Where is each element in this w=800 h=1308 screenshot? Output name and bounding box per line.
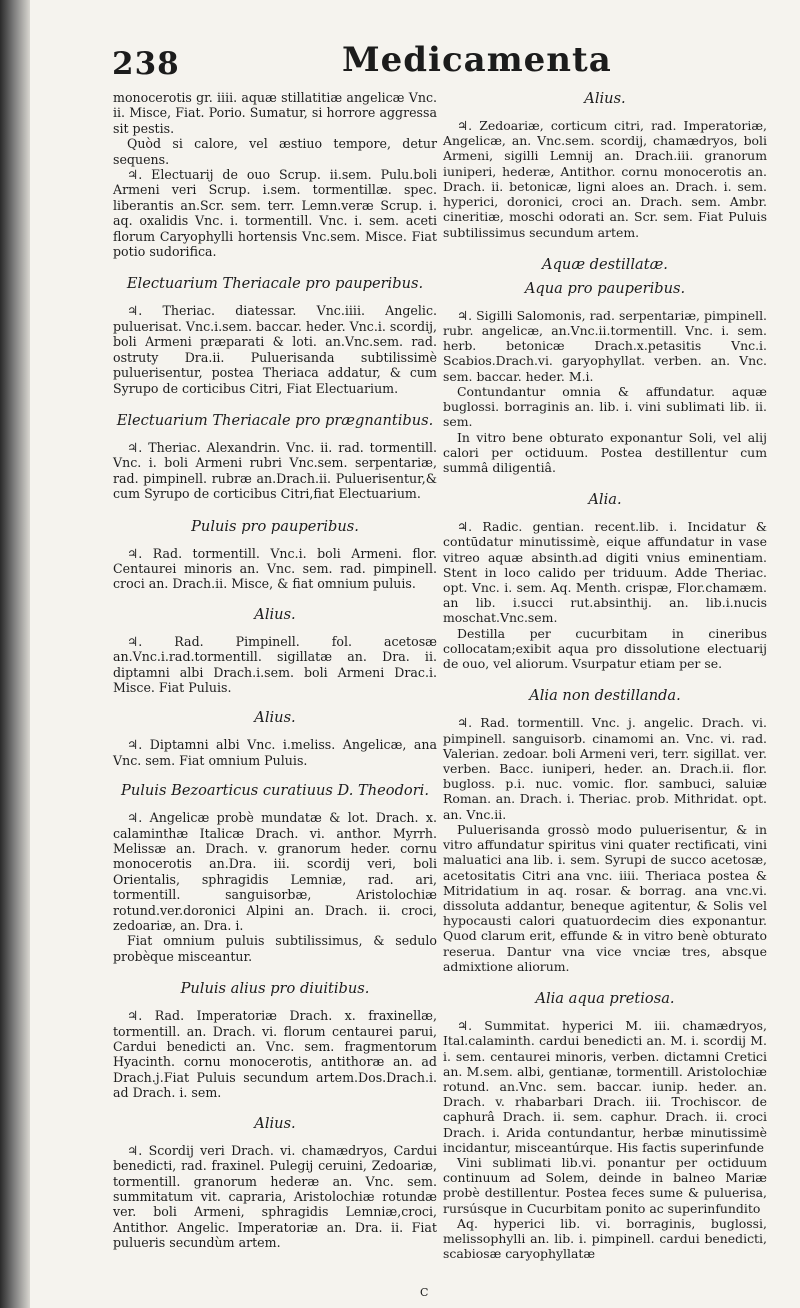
section-heading: Alius.: [584, 90, 626, 107]
recipe-paragraph: ♃. Rad. Imperatoriæ Drach. x. fraxinellæ, tormentill. an. Drach. vi. florum centaurei parui, Cardui benedicti an. Vnc. sem. fragmentorum Hyacinth. cornu monocerotis, antithoræ an. ad Drach.j.Fiat Puluis secundum artem.Dos.Drach.i. ad Drach. i. sem.: [113, 1008, 437, 1101]
recipe-paragraph: ♃. Diptamni albi Vnc. i.meliss. Angelicæ, ana Vnc. sem. Fiat omnium Puluis.: [113, 737, 437, 768]
recipe-paragraph: Fiat omnium puluis subtilissimus, & sedulo probèque misceantur.: [113, 933, 437, 964]
recipe-paragraph: ♃. Sigilli Salomonis, rad. serpentariæ, pimpinell. rubr. angelicæ, an.Vnc.ii.tormentill. Vnc. i. sem. herb. betonicæ Drach.x.petasitis Vnc.i. Scabios.Drach.vi. garyophyllat. verben. an. Vnc. sem. baccar. heder. M.i.: [443, 307, 767, 384]
section-heading: Aqua pro pauperibus.: [524, 279, 686, 297]
recipe-paragraph: ♃. Rad. tormentill. Vnc.i. boli Armeni. flor. Centaurei minoris an. Vnc. sem. rad. pimpinell. croci an. Drach.ii. Misce, & fiat omnium puluis.: [113, 545, 437, 592]
recipe-paragraph: Puluerisanda grossò modo puluerisentur, & in vitro affundatur spiritus vini quater rectificati, vini maluatici ana lib. i. sem. Syrupi de succo acetosæ, acetositatis Citri ana vnc. iiii. Theriaca postea & Mitridatium in aq. rosar. & borrag. ana vnc.vi. dissoluta addantur, beneque agitentur, & Solis vel hypocausti calori quatuordecim dies exponantur. Quod clarum erit, effunde & in vitro benè obturato reserua. Dantur vna vice vnciæ tres, absque admixtione aliorum.: [443, 821, 767, 974]
recipe-paragraph: Quòd si calore, vel æstiuo tempore, detur sequens.: [113, 136, 437, 167]
section-heading: Alius.: [254, 605, 296, 623]
page-gutter-shadow: [0, 0, 30, 1308]
section-heading: Puluis Bezoarticus curatiuus D. Theodori.: [121, 782, 429, 800]
recipe-paragraph: ♃. Theriac. diatessar. Vnc.iiii. Angelic. puluerisat. Vnc.i.sem. baccar. heder. Vnc.i. scordij, boli Armeni præparati & loti. an.Vnc.sem. rad. ostruty Dra.ii. Puluerisanda subtilissimè puluerisentur, postea Theriaca addatur, & cum Syrupo de corticibus Citri, Fiat Electuarium.: [113, 303, 437, 396]
page-number: 238: [112, 46, 180, 82]
recipe-paragraph: ♃. Summitat. hyperici M. iii. chamædryos, Ital.calaminth. cardui benedicti an. M. i. scordij M. i. sem. centaurei minoris, verben. dictamni Cretici an. M.sem. albi, gentianæ, tormentill. Aristolochiæ rotund. an.Vnc. sem. baccar. iunip. heder. an. Drach. v. rhabarbari Drach. iii. Trochiscor. de caphurâ Drach. ii. sem. caphur. Drach. ii. croci Drach. i. Arida contundantur, herbæ minutissimè incidantur, misceantúrque. His factis superinfunde: [443, 1018, 767, 1155]
section-heading: Aquæ destillatæ.: [542, 255, 668, 273]
recipe-paragraph: Vini sublimati lib.vi. ponantur per octiduum continuum ad Solem, deinde in balneo Mariæ probè destillentur. Postea feces sume & puluerisa, rursúsque in Cucurbitam ponito ac superinfundito: [443, 1155, 767, 1216]
recipe-paragraph: ♃. Electuarij de ouo Scrup. ii.sem. Pulu.boli Armeni veri Scrup. i.sem. tormentillæ. spec. liberantis an.Scr. sem. terr. Lemn.veræ Scrup. i. aq. oxalidis Vnc. i. tormentill. Vnc. i. sem. aceti florum Caryophylli hortensis Vnc.sem. Misce. Fiat potio sudorifica.: [113, 167, 437, 260]
recipe-paragraph: In vitro bene obturato exponantur Soli, vel alij calori per octiduum. Postea destillentur cum summâ diligentiâ.: [443, 429, 767, 475]
right-column: [443, 90, 767, 1262]
recipe-paragraph: ♃. Zedoariæ, corticum citri, rad. Imperatoriæ, Angelicæ, an. Vnc.sem. scordij, chamædryos, boli Armeni, sigilli Lemnij an. Drach.iii. granorum iuniperi, hederæ, Antithor. cornu monocerotis an. Drach. ii. betonicæ, ligni aloes an. Drach. i. sem. hyperici, doronici, croci an. Drach. sem. Ambr. cineritiæ, moschi odorati an. Scr. sem. Fiat Puluis subtilissimus secundum artem.: [443, 118, 767, 240]
section-heading: Puluis alius pro diuitibus.: [180, 980, 370, 998]
section-heading: Electuarium Theriacale pro prægnantibus.: [116, 411, 434, 429]
recipe-paragraph: Contundantur omnia & affundatur. aquæ buglossi. borraginis an. lib. i. vini sublimati lib. ii. sem.: [443, 383, 767, 430]
section-heading: Alia non destillanda.: [529, 687, 681, 705]
section-heading: Alius.: [254, 1114, 296, 1132]
recipe-paragraph: monocerotis gr. iiii. aquæ stillatitiæ angelicæ Vnc. ii. Misce, Fiat. Porio. Sumatur, si horrore aggressa sit pestis.: [113, 90, 437, 136]
section-heading: Alia aqua pretiosa.: [535, 990, 675, 1008]
running-head: Medicamenta: [342, 40, 612, 80]
section-heading: Electuarium Theriacale pro pauperibus.: [126, 275, 424, 293]
section-heading: Alius.: [254, 709, 296, 727]
footer-mark: C: [420, 1286, 429, 1299]
recipe-paragraph: ♃. Rad. tormentill. Vnc. j. angelic. Drach. vi. pimpinell. sanguisorb. cinamomi an. Vnc. vi. rad. Valerian. zedoar. boli Armeni veri, terr. sigillat. ver. verben. Bacc. iuniperi, heder. an. Drach.ii. flor. bugloss. p.i. nuc. vomic. flor. sambuci, saluiæ Roman. an. Drach. i. Theriac. prob. Mithridat. opt. an. Vnc.ii.: [443, 715, 767, 822]
section-heading: Alia.: [588, 491, 622, 509]
left-column: [113, 90, 437, 1251]
page-header: [112, 40, 732, 86]
recipe-paragraph: ♃. Rad. Pimpinell. fol. acetosæ an.Vnc.i.rad.tormentill. sigillatæ an. Dra. ii. diptamni albi Drach.i.sem. boli Armeni Drac.i. Misce. Fiat Puluis.: [113, 633, 437, 695]
recipe-paragraph: ♃. Angelicæ probè mundatæ & lot. Drach. x. calaminthæ Italicæ Drach. vi. anthor. Myrrh. Melissæ an. Drach. v. granorum heder. cornu monocerotis an.Dra. iii. scordij veri, boli Orientalis, sphragidis Lemniæ, rad. ari, tormentill. sanguisorbæ, Aristolochiæ rotund.ver.doronici Alpini an. Drach. ii. croci, zedoariæ, an. Dra. i.: [113, 810, 437, 934]
recipe-paragraph: ♃. Theriac. Alexandrin. Vnc. ii. rad. tormentill. Vnc. i. boli Armeni rubri Vnc.sem. serpentariæ, rad. pimpinell. rubræ an.Drach.ii. Puluerisentur,& cum Syrupo de corticibus Citri,fiat Electuarium.: [113, 439, 437, 502]
recipe-paragraph: ♃. Radic. gentian. recent.lib. i. Incidatur & contūdatur minutissimè, eique affundatur in vase vitreo aquæ absinth.ad digiti vnius eminentiam. Stent in loco calido per triduum. Adde Theriac. opt. Vnc. i. sem. Aq. Menth. crispæ, Flor.chamæm. an lib. i.succi rut.absinthij. an. lib.i.nucis moschat.Vnc.sem.: [443, 519, 767, 626]
recipe-paragraph: Destilla per cucurbitam in cineribus collocatam;exibit aqua pro dissolutione electuarij de ouo, vel aliorum. Vsurpatur etiam per se.: [443, 625, 767, 672]
recipe-paragraph: ♃. Scordij veri Drach. vi. chamædryos, Cardui benedicti, rad. fraxinel. Pulegij ceruini, Zedoariæ, tormentill. granorum hederæ an. Vnc. sem. summitatum vit. capraria, Aristolochiæ rotundæ ver. boli Armeni, sphragidis Lemniæ,croci, Antithor. Angelic. Imperatoriæ an. Dra. ii. Fiat pulueris secundùm artem.: [113, 1142, 437, 1251]
recipe-paragraph: Aq. hyperici lib. vi. borraginis, buglossi, melissophylli an. lib. i. pimpinell. cardui benedicti, scabiosæ caryophyllatæ: [443, 1215, 767, 1262]
section-heading: Puluis pro pauperibus.: [191, 517, 359, 535]
